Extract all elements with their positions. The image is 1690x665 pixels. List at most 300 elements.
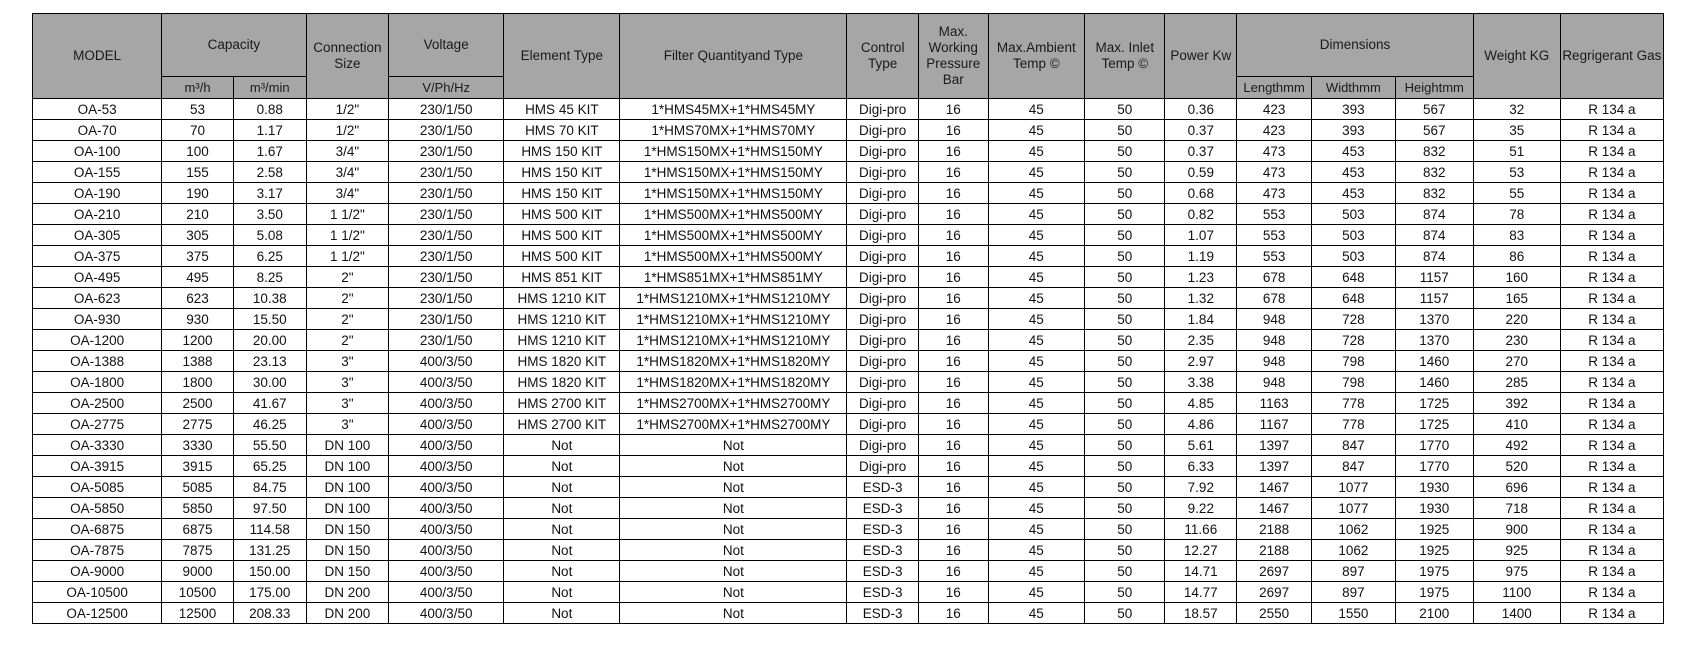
cell-height: 1930 bbox=[1395, 477, 1473, 498]
cell-working-pressure: 16 bbox=[919, 225, 988, 246]
header-refrigerant-gas: Regrigerant Gas bbox=[1560, 14, 1663, 99]
cell-ambient-temp: 45 bbox=[988, 246, 1085, 267]
cell-ambient-temp: 45 bbox=[988, 603, 1085, 624]
cell-refrigerant-gas: R 134 a bbox=[1560, 582, 1663, 603]
cell-length: 473 bbox=[1237, 141, 1312, 162]
cell-element-type: Not bbox=[504, 519, 620, 540]
cell-filter: 1*HMS150MX+1*HMS150MY bbox=[620, 183, 847, 204]
cell-control-type: ESD-3 bbox=[847, 540, 919, 561]
cell-power: 7.92 bbox=[1165, 477, 1237, 498]
cell-voltage: 400/3/50 bbox=[389, 456, 504, 477]
cell-ambient-temp: 45 bbox=[988, 477, 1085, 498]
cell-model: OA-5850 bbox=[33, 498, 162, 519]
table-row bbox=[33, 162, 1664, 183]
cell-connection-size: DN 150 bbox=[306, 540, 389, 561]
cell-width: 453 bbox=[1312, 183, 1396, 204]
cell-capacity-m3h: 1200 bbox=[162, 330, 234, 351]
cell-filter: Not bbox=[620, 603, 847, 624]
cell-filter: Not bbox=[620, 477, 847, 498]
cell-voltage: 230/1/50 bbox=[389, 204, 504, 225]
cell-voltage: 230/1/50 bbox=[389, 162, 504, 183]
cell-power: 3.38 bbox=[1165, 372, 1237, 393]
cell-control-type: Digi-pro bbox=[847, 414, 919, 435]
cell-model: OA-9000 bbox=[33, 561, 162, 582]
cell-element-type: HMS 2700 KIT bbox=[504, 414, 620, 435]
cell-filter: Not bbox=[620, 540, 847, 561]
cell-weight: 696 bbox=[1473, 477, 1560, 498]
cell-capacity-m3h: 155 bbox=[162, 162, 234, 183]
cell-capacity-m3h: 9000 bbox=[162, 561, 234, 582]
cell-ambient-temp: 45 bbox=[988, 456, 1085, 477]
cell-length: 1167 bbox=[1237, 414, 1312, 435]
cell-connection-size: 1/2" bbox=[306, 120, 389, 141]
cell-capacity-m3min: 30.00 bbox=[233, 372, 306, 393]
cell-width: 453 bbox=[1312, 141, 1396, 162]
cell-working-pressure: 16 bbox=[919, 141, 988, 162]
cell-refrigerant-gas: R 134 a bbox=[1560, 288, 1663, 309]
cell-working-pressure: 16 bbox=[919, 498, 988, 519]
cell-width: 1077 bbox=[1312, 498, 1396, 519]
cell-width: 393 bbox=[1312, 120, 1396, 141]
cell-voltage: 400/3/50 bbox=[389, 603, 504, 624]
cell-height: 1975 bbox=[1395, 582, 1473, 603]
header-control-type: Control Type bbox=[847, 14, 919, 99]
table-row bbox=[33, 372, 1664, 393]
cell-element-type: HMS 150 KIT bbox=[504, 183, 620, 204]
cell-inlet-temp: 50 bbox=[1085, 330, 1165, 351]
cell-refrigerant-gas: R 134 a bbox=[1560, 330, 1663, 351]
cell-capacity-m3min: 1.17 bbox=[233, 120, 306, 141]
cell-length: 2697 bbox=[1237, 582, 1312, 603]
table-row bbox=[33, 267, 1664, 288]
cell-capacity-m3h: 623 bbox=[162, 288, 234, 309]
cell-ambient-temp: 45 bbox=[988, 561, 1085, 582]
cell-length: 423 bbox=[1237, 120, 1312, 141]
cell-working-pressure: 16 bbox=[919, 309, 988, 330]
cell-element-type: HMS 1210 KIT bbox=[504, 330, 620, 351]
cell-capacity-m3h: 10500 bbox=[162, 582, 234, 603]
cell-height: 832 bbox=[1395, 141, 1473, 162]
cell-capacity-m3min: 2.58 bbox=[233, 162, 306, 183]
cell-connection-size: 2" bbox=[306, 309, 389, 330]
cell-length: 473 bbox=[1237, 162, 1312, 183]
cell-inlet-temp: 50 bbox=[1085, 498, 1165, 519]
cell-model: OA-623 bbox=[33, 288, 162, 309]
cell-width: 728 bbox=[1312, 330, 1396, 351]
cell-ambient-temp: 45 bbox=[988, 582, 1085, 603]
cell-refrigerant-gas: R 134 a bbox=[1560, 225, 1663, 246]
cell-refrigerant-gas: R 134 a bbox=[1560, 477, 1663, 498]
cell-control-type: Digi-pro bbox=[847, 435, 919, 456]
cell-ambient-temp: 45 bbox=[988, 498, 1085, 519]
cell-weight: 51 bbox=[1473, 141, 1560, 162]
cell-inlet-temp: 50 bbox=[1085, 582, 1165, 603]
cell-power: 2.35 bbox=[1165, 330, 1237, 351]
cell-connection-size: DN 100 bbox=[306, 456, 389, 477]
cell-voltage: 230/1/50 bbox=[389, 309, 504, 330]
cell-width: 798 bbox=[1312, 351, 1396, 372]
cell-connection-size: DN 150 bbox=[306, 519, 389, 540]
cell-power: 0.37 bbox=[1165, 141, 1237, 162]
cell-length: 2550 bbox=[1237, 603, 1312, 624]
cell-width: 393 bbox=[1312, 99, 1396, 120]
cell-working-pressure: 16 bbox=[919, 519, 988, 540]
cell-weight: 165 bbox=[1473, 288, 1560, 309]
table-row bbox=[33, 603, 1664, 624]
cell-weight: 83 bbox=[1473, 225, 1560, 246]
cell-working-pressure: 16 bbox=[919, 456, 988, 477]
cell-height: 1725 bbox=[1395, 393, 1473, 414]
cell-power: 4.86 bbox=[1165, 414, 1237, 435]
cell-capacity-m3h: 210 bbox=[162, 204, 234, 225]
cell-length: 1163 bbox=[1237, 393, 1312, 414]
header-voltage: Voltage bbox=[389, 14, 504, 77]
cell-filter: 1*HMS2700MX+1*HMS2700MY bbox=[620, 393, 847, 414]
cell-weight: 230 bbox=[1473, 330, 1560, 351]
cell-inlet-temp: 50 bbox=[1085, 309, 1165, 330]
cell-working-pressure: 16 bbox=[919, 99, 988, 120]
cell-working-pressure: 16 bbox=[919, 603, 988, 624]
cell-model: OA-495 bbox=[33, 267, 162, 288]
cell-connection-size: DN 150 bbox=[306, 561, 389, 582]
cell-capacity-m3min: 114.58 bbox=[233, 519, 306, 540]
spec-sheet bbox=[32, 13, 1664, 624]
cell-height: 1925 bbox=[1395, 540, 1473, 561]
cell-filter: 1*HMS70MX+1*HMS70MY bbox=[620, 120, 847, 141]
cell-inlet-temp: 50 bbox=[1085, 225, 1165, 246]
cell-capacity-m3min: 84.75 bbox=[233, 477, 306, 498]
table-row bbox=[33, 141, 1664, 162]
cell-ambient-temp: 45 bbox=[988, 120, 1085, 141]
cell-capacity-m3h: 3330 bbox=[162, 435, 234, 456]
cell-capacity-m3min: 55.50 bbox=[233, 435, 306, 456]
cell-filter: Not bbox=[620, 498, 847, 519]
cell-working-pressure: 16 bbox=[919, 372, 988, 393]
cell-control-type: Digi-pro bbox=[847, 120, 919, 141]
cell-connection-size: 1 1/2" bbox=[306, 204, 389, 225]
cell-width: 648 bbox=[1312, 267, 1396, 288]
cell-width: 503 bbox=[1312, 204, 1396, 225]
cell-capacity-m3min: 5.08 bbox=[233, 225, 306, 246]
table-row bbox=[33, 99, 1664, 120]
cell-capacity-m3h: 5850 bbox=[162, 498, 234, 519]
cell-power: 0.36 bbox=[1165, 99, 1237, 120]
header-dimensions: Dimensions bbox=[1237, 14, 1474, 77]
cell-weight: 1400 bbox=[1473, 603, 1560, 624]
cell-connection-size: DN 100 bbox=[306, 435, 389, 456]
cell-element-type: HMS 2700 KIT bbox=[504, 393, 620, 414]
cell-height: 874 bbox=[1395, 204, 1473, 225]
table-row bbox=[33, 582, 1664, 603]
cell-length: 948 bbox=[1237, 309, 1312, 330]
cell-voltage: 230/1/50 bbox=[389, 141, 504, 162]
cell-voltage: 400/3/50 bbox=[389, 582, 504, 603]
cell-capacity-m3h: 3915 bbox=[162, 456, 234, 477]
table-row bbox=[33, 519, 1664, 540]
table-row bbox=[33, 225, 1664, 246]
cell-model: OA-1800 bbox=[33, 372, 162, 393]
cell-width: 648 bbox=[1312, 288, 1396, 309]
cell-element-type: Not bbox=[504, 498, 620, 519]
cell-power: 2.97 bbox=[1165, 351, 1237, 372]
header-filter: Filter Quantityand Type bbox=[620, 14, 847, 99]
cell-capacity-m3h: 100 bbox=[162, 141, 234, 162]
cell-control-type: ESD-3 bbox=[847, 498, 919, 519]
cell-working-pressure: 16 bbox=[919, 351, 988, 372]
cell-length: 678 bbox=[1237, 288, 1312, 309]
cell-length: 948 bbox=[1237, 330, 1312, 351]
cell-capacity-m3min: 65.25 bbox=[233, 456, 306, 477]
table-row bbox=[33, 204, 1664, 225]
cell-power: 9.22 bbox=[1165, 498, 1237, 519]
cell-model: OA-190 bbox=[33, 183, 162, 204]
cell-refrigerant-gas: R 134 a bbox=[1560, 561, 1663, 582]
cell-connection-size: 3/4" bbox=[306, 162, 389, 183]
cell-width: 847 bbox=[1312, 435, 1396, 456]
cell-model: OA-155 bbox=[33, 162, 162, 183]
cell-inlet-temp: 50 bbox=[1085, 99, 1165, 120]
cell-ambient-temp: 45 bbox=[988, 372, 1085, 393]
cell-height: 567 bbox=[1395, 99, 1473, 120]
cell-power: 1.32 bbox=[1165, 288, 1237, 309]
cell-capacity-m3min: 1.67 bbox=[233, 141, 306, 162]
cell-filter: 1*HMS1820MX+1*HMS1820MY bbox=[620, 351, 847, 372]
cell-width: 1550 bbox=[1312, 603, 1396, 624]
cell-connection-size: 2" bbox=[306, 288, 389, 309]
header-working-pressure: Max. Working Pressure Bar bbox=[919, 14, 988, 99]
table-body bbox=[33, 99, 1664, 624]
cell-element-type: HMS 500 KIT bbox=[504, 246, 620, 267]
cell-capacity-m3h: 305 bbox=[162, 225, 234, 246]
table-row bbox=[33, 246, 1664, 267]
cell-inlet-temp: 50 bbox=[1085, 540, 1165, 561]
cell-connection-size: 3" bbox=[306, 372, 389, 393]
cell-refrigerant-gas: R 134 a bbox=[1560, 435, 1663, 456]
cell-inlet-temp: 50 bbox=[1085, 246, 1165, 267]
cell-voltage: 400/3/50 bbox=[389, 351, 504, 372]
cell-voltage: 230/1/50 bbox=[389, 99, 504, 120]
header-weight: Weight KG bbox=[1473, 14, 1560, 99]
cell-voltage: 230/1/50 bbox=[389, 120, 504, 141]
cell-height: 1460 bbox=[1395, 372, 1473, 393]
cell-ambient-temp: 45 bbox=[988, 204, 1085, 225]
cell-control-type: Digi-pro bbox=[847, 204, 919, 225]
cell-model: OA-100 bbox=[33, 141, 162, 162]
cell-power: 1.19 bbox=[1165, 246, 1237, 267]
cell-model: OA-2775 bbox=[33, 414, 162, 435]
cell-model: OA-210 bbox=[33, 204, 162, 225]
table-row bbox=[33, 351, 1664, 372]
cell-refrigerant-gas: R 134 a bbox=[1560, 99, 1663, 120]
cell-capacity-m3h: 495 bbox=[162, 267, 234, 288]
cell-capacity-m3h: 6875 bbox=[162, 519, 234, 540]
cell-capacity-m3min: 208.33 bbox=[233, 603, 306, 624]
header-capacity: Capacity bbox=[162, 14, 306, 77]
cell-working-pressure: 16 bbox=[919, 204, 988, 225]
cell-weight: 718 bbox=[1473, 498, 1560, 519]
cell-length: 2188 bbox=[1237, 519, 1312, 540]
cell-element-type: HMS 1820 KIT bbox=[504, 372, 620, 393]
cell-weight: 32 bbox=[1473, 99, 1560, 120]
cell-filter: Not bbox=[620, 456, 847, 477]
cell-inlet-temp: 50 bbox=[1085, 477, 1165, 498]
cell-refrigerant-gas: R 134 a bbox=[1560, 162, 1663, 183]
cell-ambient-temp: 45 bbox=[988, 435, 1085, 456]
cell-connection-size: 3/4" bbox=[306, 141, 389, 162]
cell-connection-size: 3" bbox=[306, 414, 389, 435]
cell-control-type: Digi-pro bbox=[847, 99, 919, 120]
cell-inlet-temp: 50 bbox=[1085, 393, 1165, 414]
cell-model: OA-10500 bbox=[33, 582, 162, 603]
header-model: MODEL bbox=[33, 14, 162, 99]
table-row bbox=[33, 183, 1664, 204]
cell-filter: Not bbox=[620, 561, 847, 582]
cell-weight: 285 bbox=[1473, 372, 1560, 393]
cell-filter: 1*HMS150MX+1*HMS150MY bbox=[620, 141, 847, 162]
cell-length: 678 bbox=[1237, 267, 1312, 288]
cell-length: 1397 bbox=[1237, 456, 1312, 477]
cell-width: 1062 bbox=[1312, 519, 1396, 540]
cell-height: 832 bbox=[1395, 162, 1473, 183]
cell-voltage: 230/1/50 bbox=[389, 330, 504, 351]
cell-capacity-m3h: 5085 bbox=[162, 477, 234, 498]
cell-capacity-m3min: 8.25 bbox=[233, 267, 306, 288]
cell-length: 553 bbox=[1237, 246, 1312, 267]
cell-width: 847 bbox=[1312, 456, 1396, 477]
cell-control-type: Digi-pro bbox=[847, 246, 919, 267]
cell-element-type: Not bbox=[504, 603, 620, 624]
cell-height: 567 bbox=[1395, 120, 1473, 141]
cell-refrigerant-gas: R 134 a bbox=[1560, 141, 1663, 162]
cell-connection-size: 2" bbox=[306, 330, 389, 351]
cell-voltage: 230/1/50 bbox=[389, 225, 504, 246]
cell-length: 948 bbox=[1237, 351, 1312, 372]
cell-connection-size: DN 200 bbox=[306, 582, 389, 603]
header-element-type: Element Type bbox=[504, 14, 620, 99]
cell-refrigerant-gas: R 134 a bbox=[1560, 351, 1663, 372]
cell-weight: 925 bbox=[1473, 540, 1560, 561]
cell-inlet-temp: 50 bbox=[1085, 414, 1165, 435]
cell-ambient-temp: 45 bbox=[988, 183, 1085, 204]
cell-width: 503 bbox=[1312, 246, 1396, 267]
cell-model: OA-6875 bbox=[33, 519, 162, 540]
cell-element-type: Not bbox=[504, 435, 620, 456]
cell-filter: 1*HMS500MX+1*HMS500MY bbox=[620, 204, 847, 225]
cell-inlet-temp: 50 bbox=[1085, 603, 1165, 624]
cell-height: 874 bbox=[1395, 225, 1473, 246]
cell-width: 778 bbox=[1312, 393, 1396, 414]
cell-length: 1397 bbox=[1237, 435, 1312, 456]
cell-length: 553 bbox=[1237, 225, 1312, 246]
cell-length: 1467 bbox=[1237, 498, 1312, 519]
cell-refrigerant-gas: R 134 a bbox=[1560, 456, 1663, 477]
cell-element-type: HMS 1820 KIT bbox=[504, 351, 620, 372]
cell-capacity-m3min: 10.38 bbox=[233, 288, 306, 309]
cell-weight: 975 bbox=[1473, 561, 1560, 582]
cell-voltage: 400/3/50 bbox=[389, 372, 504, 393]
cell-refrigerant-gas: R 134 a bbox=[1560, 414, 1663, 435]
cell-length: 948 bbox=[1237, 372, 1312, 393]
cell-model: OA-3915 bbox=[33, 456, 162, 477]
cell-length: 473 bbox=[1237, 183, 1312, 204]
table-row bbox=[33, 561, 1664, 582]
cell-model: OA-12500 bbox=[33, 603, 162, 624]
cell-ambient-temp: 45 bbox=[988, 519, 1085, 540]
cell-element-type: Not bbox=[504, 561, 620, 582]
cell-working-pressure: 16 bbox=[919, 393, 988, 414]
cell-model: OA-53 bbox=[33, 99, 162, 120]
cell-voltage: 400/3/50 bbox=[389, 519, 504, 540]
cell-ambient-temp: 45 bbox=[988, 414, 1085, 435]
cell-height: 1930 bbox=[1395, 498, 1473, 519]
cell-width: 798 bbox=[1312, 372, 1396, 393]
cell-width: 1077 bbox=[1312, 477, 1396, 498]
cell-capacity-m3min: 150.00 bbox=[233, 561, 306, 582]
cell-control-type: ESD-3 bbox=[847, 603, 919, 624]
cell-weight: 160 bbox=[1473, 267, 1560, 288]
cell-inlet-temp: 50 bbox=[1085, 162, 1165, 183]
cell-filter: 1*HMS1210MX+1*HMS1210MY bbox=[620, 309, 847, 330]
cell-capacity-m3min: 131.25 bbox=[233, 540, 306, 561]
cell-capacity-m3min: 6.25 bbox=[233, 246, 306, 267]
cell-element-type: Not bbox=[504, 477, 620, 498]
table-row bbox=[33, 498, 1664, 519]
cell-power: 4.85 bbox=[1165, 393, 1237, 414]
cell-inlet-temp: 50 bbox=[1085, 351, 1165, 372]
cell-voltage: 230/1/50 bbox=[389, 246, 504, 267]
cell-control-type: Digi-pro bbox=[847, 351, 919, 372]
cell-weight: 55 bbox=[1473, 183, 1560, 204]
header-inlet-temp: Max. Inlet Temp © bbox=[1085, 14, 1165, 99]
cell-capacity-m3min: 0.88 bbox=[233, 99, 306, 120]
cell-working-pressure: 16 bbox=[919, 267, 988, 288]
cell-capacity-m3h: 1800 bbox=[162, 372, 234, 393]
cell-weight: 53 bbox=[1473, 162, 1560, 183]
cell-voltage: 400/3/50 bbox=[389, 435, 504, 456]
cell-height: 1370 bbox=[1395, 330, 1473, 351]
cell-power: 6.33 bbox=[1165, 456, 1237, 477]
cell-model: OA-3330 bbox=[33, 435, 162, 456]
cell-capacity-m3min: 46.25 bbox=[233, 414, 306, 435]
cell-model: OA-7875 bbox=[33, 540, 162, 561]
cell-width: 503 bbox=[1312, 225, 1396, 246]
cell-height: 874 bbox=[1395, 246, 1473, 267]
cell-filter: 1*HMS500MX+1*HMS500MY bbox=[620, 246, 847, 267]
header-width: Widthmm bbox=[1312, 77, 1396, 99]
cell-connection-size: 3" bbox=[306, 393, 389, 414]
cell-height: 1770 bbox=[1395, 456, 1473, 477]
cell-refrigerant-gas: R 134 a bbox=[1560, 309, 1663, 330]
cell-capacity-m3h: 53 bbox=[162, 99, 234, 120]
cell-weight: 492 bbox=[1473, 435, 1560, 456]
cell-model: OA-1200 bbox=[33, 330, 162, 351]
cell-power: 5.61 bbox=[1165, 435, 1237, 456]
cell-inlet-temp: 50 bbox=[1085, 120, 1165, 141]
cell-length: 423 bbox=[1237, 99, 1312, 120]
cell-capacity-m3min: 3.50 bbox=[233, 204, 306, 225]
cell-working-pressure: 16 bbox=[919, 120, 988, 141]
cell-capacity-m3h: 2500 bbox=[162, 393, 234, 414]
cell-ambient-temp: 45 bbox=[988, 225, 1085, 246]
cell-ambient-temp: 45 bbox=[988, 393, 1085, 414]
cell-filter: 1*HMS851MX+1*HMS851MY bbox=[620, 267, 847, 288]
cell-connection-size: 1 1/2" bbox=[306, 225, 389, 246]
cell-element-type: HMS 500 KIT bbox=[504, 225, 620, 246]
cell-element-type: HMS 851 KIT bbox=[504, 267, 620, 288]
cell-weight: 1100 bbox=[1473, 582, 1560, 603]
cell-length: 553 bbox=[1237, 204, 1312, 225]
cell-working-pressure: 16 bbox=[919, 414, 988, 435]
